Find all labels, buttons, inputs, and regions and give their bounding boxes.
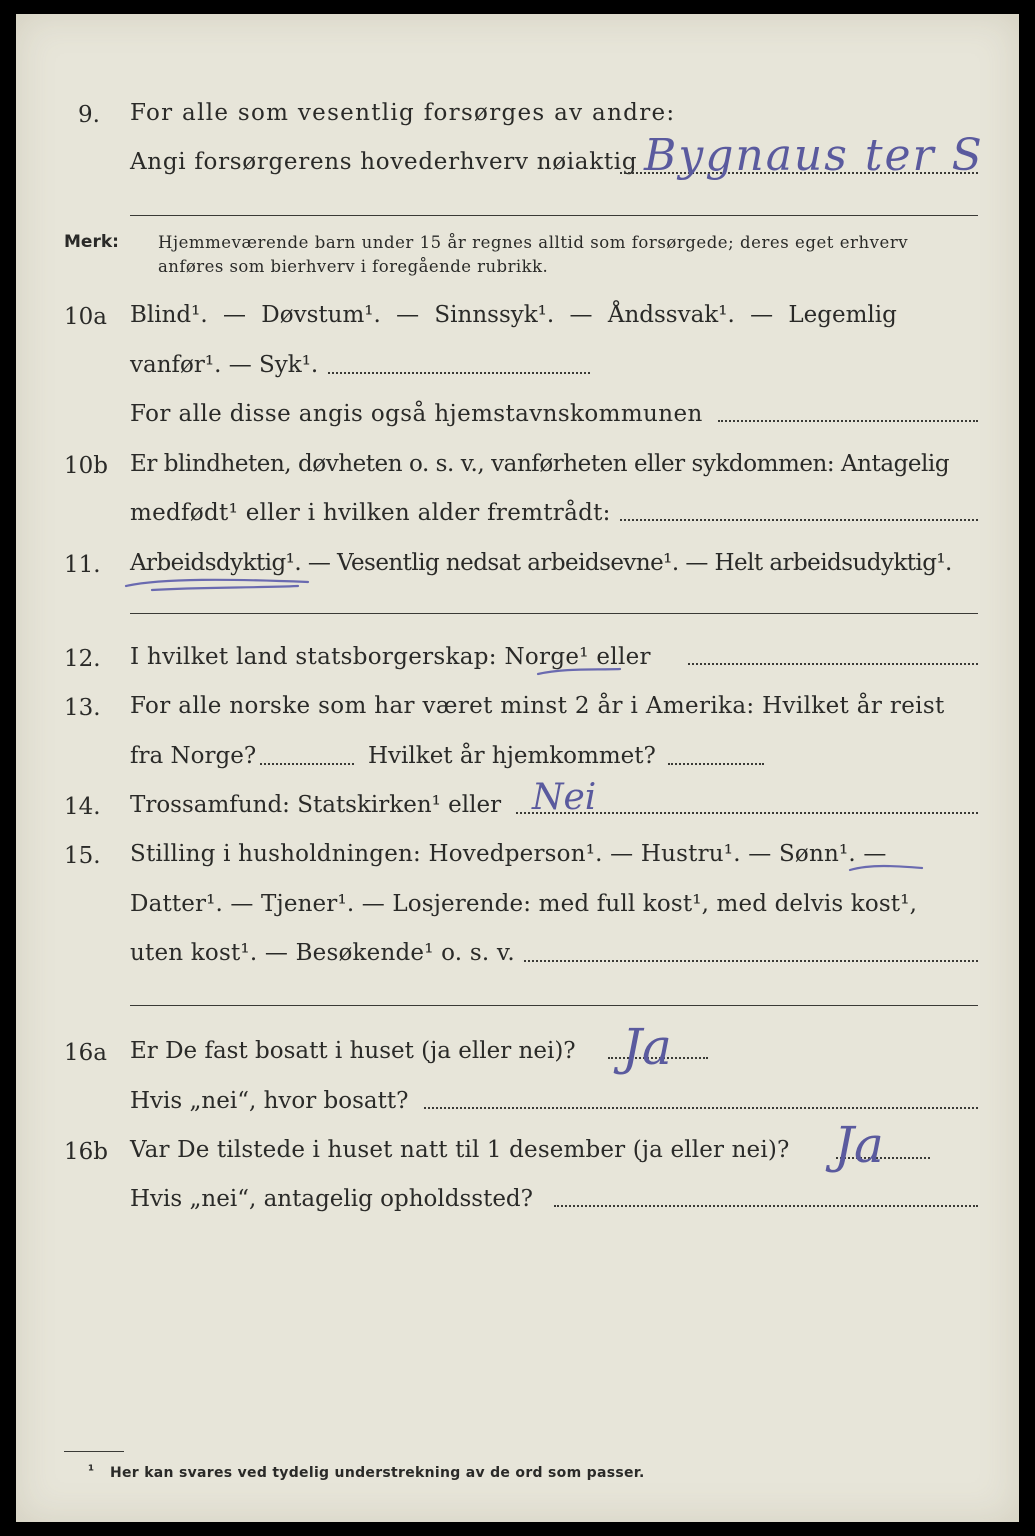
q10a-syk-line [328,372,590,374]
q16b-opholdssted-line [554,1205,978,1207]
q14-line1: Trossamfund: Statskirken¹ eller [130,792,502,818]
q10a-hjemstavn-line [718,420,978,422]
q10b-line1: Er blindheten, døvheten o. s. v., vanførheten eller sykdommen: Antagelig [130,451,950,477]
q12-line1: I hvilket land statsborgerskap: Norge¹ eller [130,644,651,670]
q15-number: 15. [64,843,101,869]
q11-line1: Arbeidsdyktig¹. — Vesentlig nedsat arbeidsevne¹. — Helt arbeidsudyktig¹. [130,550,952,576]
census-form-page [16,14,1019,1522]
q13-line2b: Hvilket år hjemkommet? [368,743,656,769]
q9-extra-line [130,215,978,216]
merk-line1: Hjemmeværende barn under 15 år regnes alltid som forsørgede; deres eget erhverv [158,233,909,252]
q15-handwritten-underline [846,860,926,878]
footnote-mark: ¹ [88,1463,95,1479]
q12-answer-line [688,663,978,665]
q13-line2a: fra Norge? [130,743,257,769]
q10a-number: 10a [64,304,107,330]
q10b-answer-line [620,519,978,521]
q14-number: 14. [64,794,101,820]
q10b-line2: medfødt¹ eller i hvilken alder fremtrådt: [130,500,611,526]
q12-number: 12. [64,646,101,672]
q9-number: 9. [78,102,100,128]
footnote-text: Her kan svares ved tydelig understrekning av de ord som passer. [110,1465,645,1481]
q16a-line2: Hvis „nei“, hvor bosatt? [130,1088,409,1114]
q12-handwritten-underline [534,664,624,682]
q15-extra-line [130,1005,978,1006]
q15-line3: uten kost¹. — Besøkende¹ o. s. v. [130,940,515,966]
q13-line1: For alle norske som har været minst 2 år i Amerika: Hvilket år reist [130,693,945,719]
q10a-line1: Blind¹. — Døvstum¹. — Sinnssyk¹. — Åndssvak¹. — Legemlig [130,302,897,328]
q16a-bosatt-line [424,1107,978,1109]
footnote-separator [64,1451,124,1452]
q13-number: 13. [64,695,101,721]
q15-line1: Stilling i husholdningen: Hovedperson¹. — Hustru¹. — Sønn¹. — [130,841,887,867]
q16b-handwritten-answer: Ja [834,1116,884,1174]
q15-line2: Datter¹. — Tjener¹. — Losjerende: med full kost¹, med delvis kost¹, [130,891,918,917]
q16a-number: 16a [64,1040,107,1066]
q11-handwritten-underline [122,570,312,596]
q9-line2: Angi forsørgerens hovederhverv nøiaktig [130,149,638,175]
q10a-line2: vanfør¹. — Syk¹. [130,352,319,378]
q13-reist-line [260,763,354,765]
q13-hjemkommet-line [668,763,764,765]
q15-answer-line [524,960,978,962]
q11-number: 11. [64,552,101,578]
q16b-line1: Var De tilstede i huset natt til 1 desember (ja eller nei)? [130,1137,790,1163]
q10b-number: 10b [64,453,108,479]
merk-label: Merk: [64,232,119,252]
q11-extra-line [130,613,978,614]
q16b-line2: Hvis „nei“, antagelig opholdssted? [130,1186,533,1212]
q14-handwritten-answer: Nei [532,777,597,818]
q10a-line3: For alle disse angis også hjemstavnskommunen [130,401,703,427]
q16a-line1: Er De fast bosatt i huset (ja eller nei)? [130,1038,576,1064]
q16a-handwritten-answer: Ja [622,1018,672,1076]
q16b-number: 16b [64,1139,108,1165]
q9-line1: For alle som vesentlig forsørges av andre: [130,100,676,126]
q9-handwritten-answer: Bygnaus ter S [644,130,984,181]
merk-line2: anføres som bierhverv i foregående rubrikk. [158,257,549,276]
